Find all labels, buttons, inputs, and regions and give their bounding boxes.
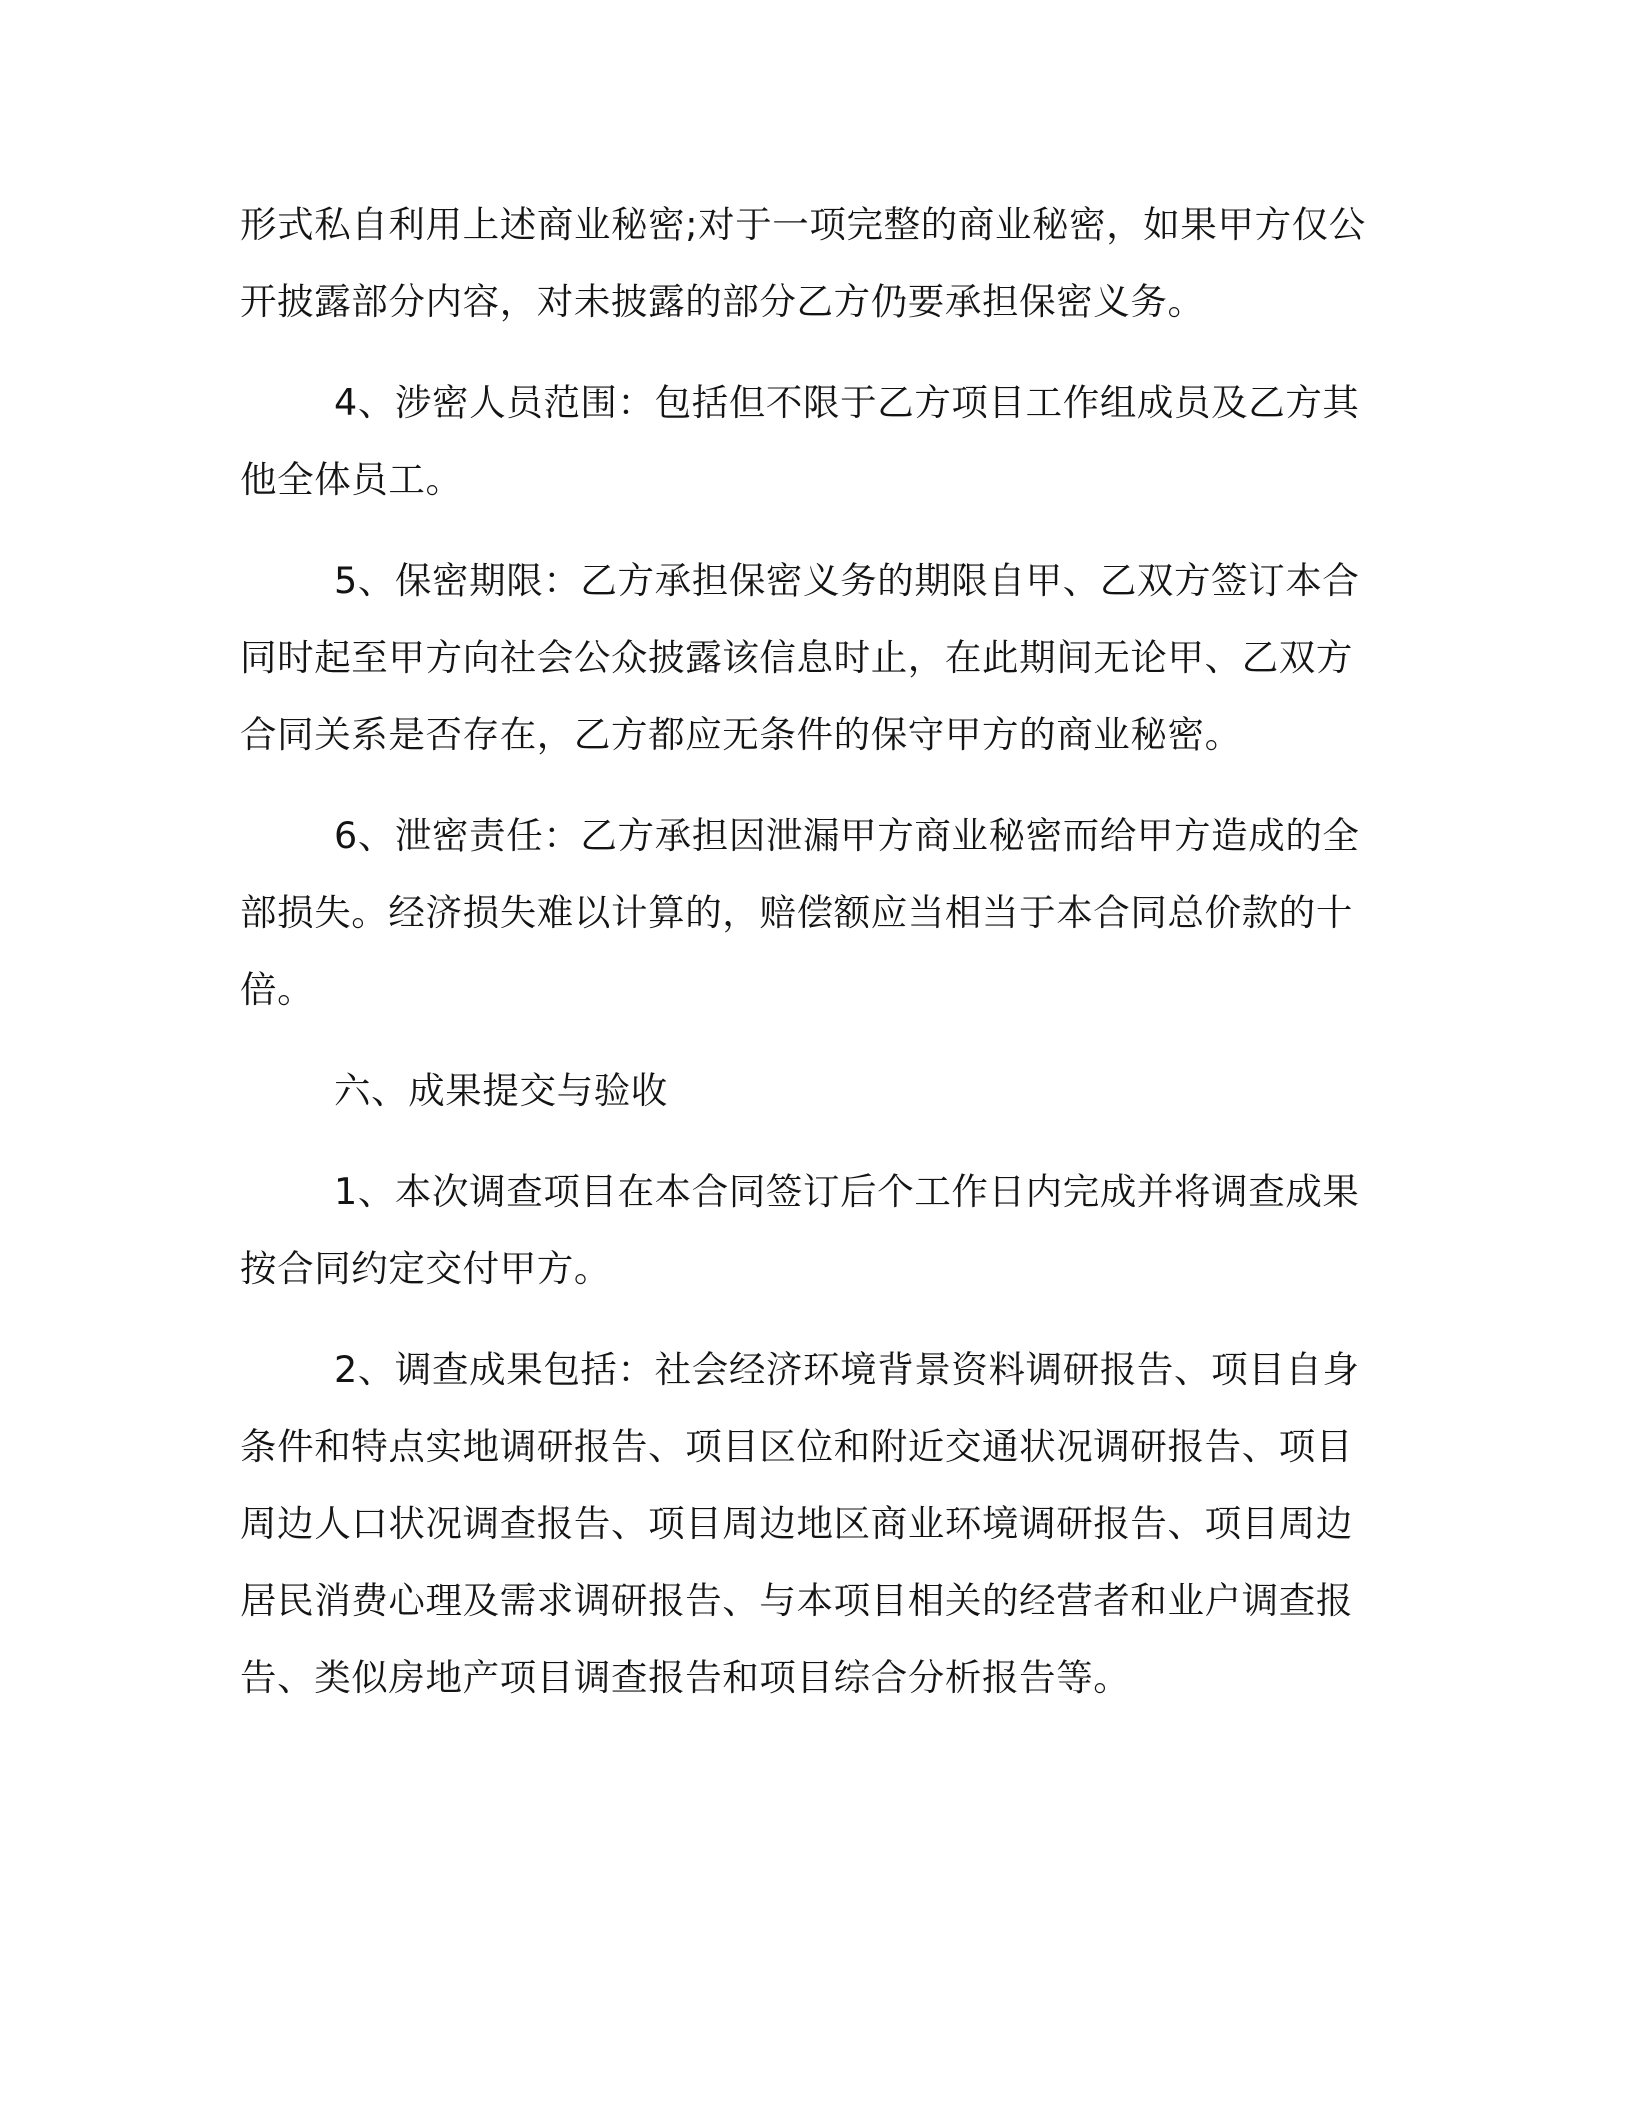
paragraph-clause-5	[240, 542, 1368, 773]
text-line: 4、涉密人员范围：包括但不限于乙方项目工作组成员及乙方其	[334, 381, 1360, 424]
paragraph-item-1	[240, 1153, 1368, 1307]
section-title: 六、成果提交与验收	[334, 1069, 668, 1112]
section-heading	[240, 1052, 1368, 1129]
paragraph-clause-4	[240, 364, 1368, 518]
paragraph-item-2	[240, 1331, 1368, 1716]
text-line: 部损失。经济损失难以计算的，赔偿额应当相当于本合同总价款的十	[240, 891, 1353, 934]
text-line: 他全体员工。	[240, 458, 463, 501]
text-line: 形式私自利用上述商业秘密;对于一项完整的商业秘密，如果甲方仅公	[240, 203, 1366, 246]
text-line: 1、本次调查项目在本合同签订后个工作日内完成并将调查成果	[334, 1170, 1360, 1213]
text-line: 5、保密期限：乙方承担保密义务的期限自甲、乙双方签订本合	[334, 559, 1360, 602]
paragraph-clause-6	[240, 797, 1368, 1028]
text-line: 告、类似房地产项目调查报告和项目综合分析报告等。	[240, 1656, 1131, 1699]
document-body	[240, 186, 1368, 1740]
text-line: 按合同约定交付甲方。	[240, 1247, 611, 1290]
text-line: 6、泄密责任：乙方承担因泄漏甲方商业秘密而给甲方造成的全	[334, 814, 1360, 857]
text-line: 2、调查成果包括：社会经济环境背景资料调研报告、项目自身	[334, 1348, 1360, 1391]
text-line: 倍。	[240, 968, 315, 1011]
text-line: 周边人口状况调查报告、项目周边地区商业环境调研报告、项目周边	[240, 1502, 1353, 1545]
paragraph-continuation	[240, 186, 1368, 340]
text-line: 同时起至甲方向社会公众披露该信息时止，在此期间无论甲、乙双方	[240, 636, 1353, 679]
text-line: 开披露部分内容，对未披露的部分乙方仍要承担保密义务。	[240, 280, 1205, 323]
text-line: 合同关系是否存在，乙方都应无条件的保守甲方的商业秘密。	[240, 713, 1242, 756]
text-line: 条件和特点实地调研报告、项目区位和附近交通状况调研报告、项目	[240, 1425, 1353, 1468]
text-line: 居民消费心理及需求调研报告、与本项目相关的经营者和业户调查报	[240, 1579, 1353, 1622]
